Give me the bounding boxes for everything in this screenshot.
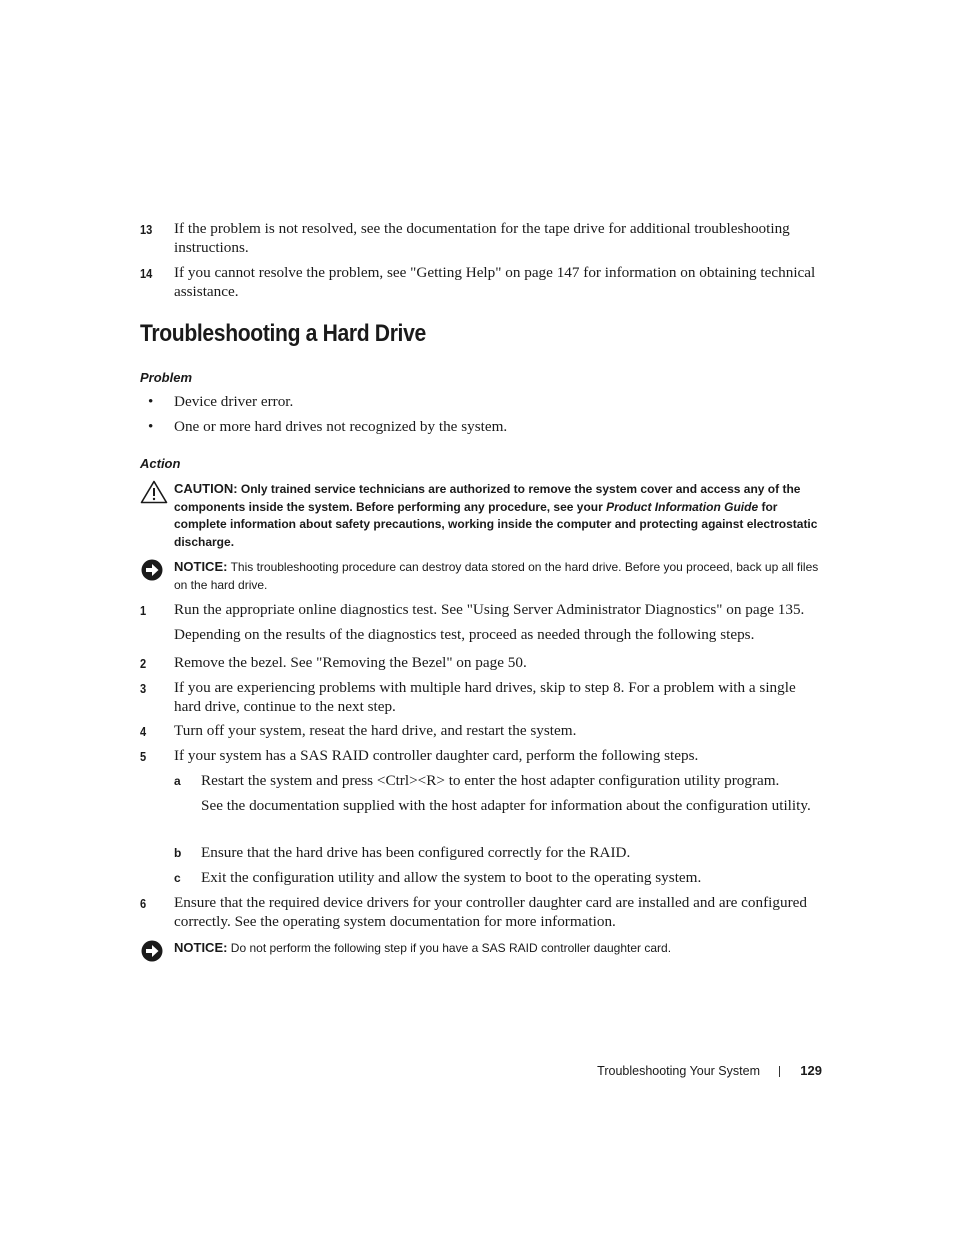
notice-arrow-icon	[140, 939, 164, 968]
bullet-text: Device driver error.	[174, 393, 294, 410]
notice-arrow-icon	[140, 558, 164, 587]
step-number: 14	[140, 266, 153, 281]
notice-text	[174, 939, 819, 958]
caution-text-after: for complete information about safety precautions, working inside the computer and protecting against electrostatic discharge.	[174, 499, 818, 549]
step-text: Remove the bezel. See "Removing the Bezel" on page 50.	[174, 654, 527, 671]
substep-letter: c	[174, 871, 181, 885]
step-extra-text: Depending on the results of the diagnostics test, proceed as needed through the following steps.	[174, 626, 755, 643]
notice-text	[174, 558, 819, 594]
notice-body: Do not perform the following step if you have a SAS RAID controller daughter card.	[230, 941, 672, 955]
step-text: If you cannot resolve the problem, see "Getting Help" on page 147 for information on obtaining technical assistance.	[174, 264, 816, 300]
notice-body: This troubleshooting procedure can destroy data stored on the hard drive. Before you proceed, back up all files on the hard drive.	[174, 560, 819, 592]
caution-triangle-icon	[140, 480, 168, 509]
step-number: 3	[140, 681, 147, 696]
step-number: 2	[140, 656, 147, 671]
substep-letter: b	[174, 846, 182, 860]
section-heading: Troubleshooting a Hard Drive	[140, 320, 426, 347]
notice-label: NOTICE:	[174, 940, 228, 955]
step-text: If the problem is not resolved, see the documentation for the tape drive for additional troubleshooting instructions.	[174, 220, 790, 256]
caution-text	[174, 480, 819, 551]
step-number: 4	[140, 724, 147, 739]
substep-text: Exit the configuration utility and allow the system to boot to the operating system.	[201, 869, 702, 886]
page-number: 129	[800, 1063, 822, 1078]
step-text: If your system has a SAS RAID controller daughter card, perform the following steps.	[174, 747, 699, 764]
step-text: If you are experiencing problems with multiple hard drives, skip to step 8. For a problem with a single hard drive, continue to the next step.	[174, 679, 796, 715]
substep-extra-text: See the documentation supplied with the host adapter for information about the configuration utility.	[201, 797, 811, 814]
step-text: Turn off your system, reseat the hard drive, and restart the system.	[174, 722, 577, 739]
step-number: 6	[140, 896, 147, 911]
footer-section-title: Troubleshooting Your System	[597, 1064, 760, 1078]
substep-text: Ensure that the hard drive has been configured correctly for the RAID.	[201, 844, 631, 861]
problem-label: Problem	[140, 370, 193, 385]
step-number: 1	[140, 603, 147, 618]
step-text: Ensure that the required device drivers for your controller daughter card are installed and are configured correctly. See the operating system documentation for more information.	[174, 894, 807, 930]
page-footer	[560, 1061, 822, 1081]
step-text: Run the appropriate online diagnostics test. See "Using Server Administrator Diagnostics" on page 135.	[174, 601, 805, 618]
caution-emphasis: Product Information Guide	[606, 499, 759, 514]
bullet-dot: •	[148, 393, 154, 410]
bullet-text: One or more hard drives not recognized by the system.	[174, 418, 508, 435]
bullet-dot: •	[148, 418, 154, 435]
action-label: Action	[140, 456, 181, 471]
step-number: 5	[140, 749, 147, 764]
caution-label: CAUTION:	[174, 481, 238, 496]
substep-letter: a	[174, 774, 181, 788]
notice-label: NOTICE:	[174, 559, 228, 574]
caution-text-before: Only trained service technicians are authorized to remove the system cover and access any of the components inside the system. Before performing any procedure, see your	[174, 482, 801, 514]
footer-separator	[779, 1066, 780, 1077]
substep-text: Restart the system and press <Ctrl><R> to enter the host adapter configuration utility program.	[201, 772, 780, 789]
step-number: 13	[140, 222, 153, 237]
